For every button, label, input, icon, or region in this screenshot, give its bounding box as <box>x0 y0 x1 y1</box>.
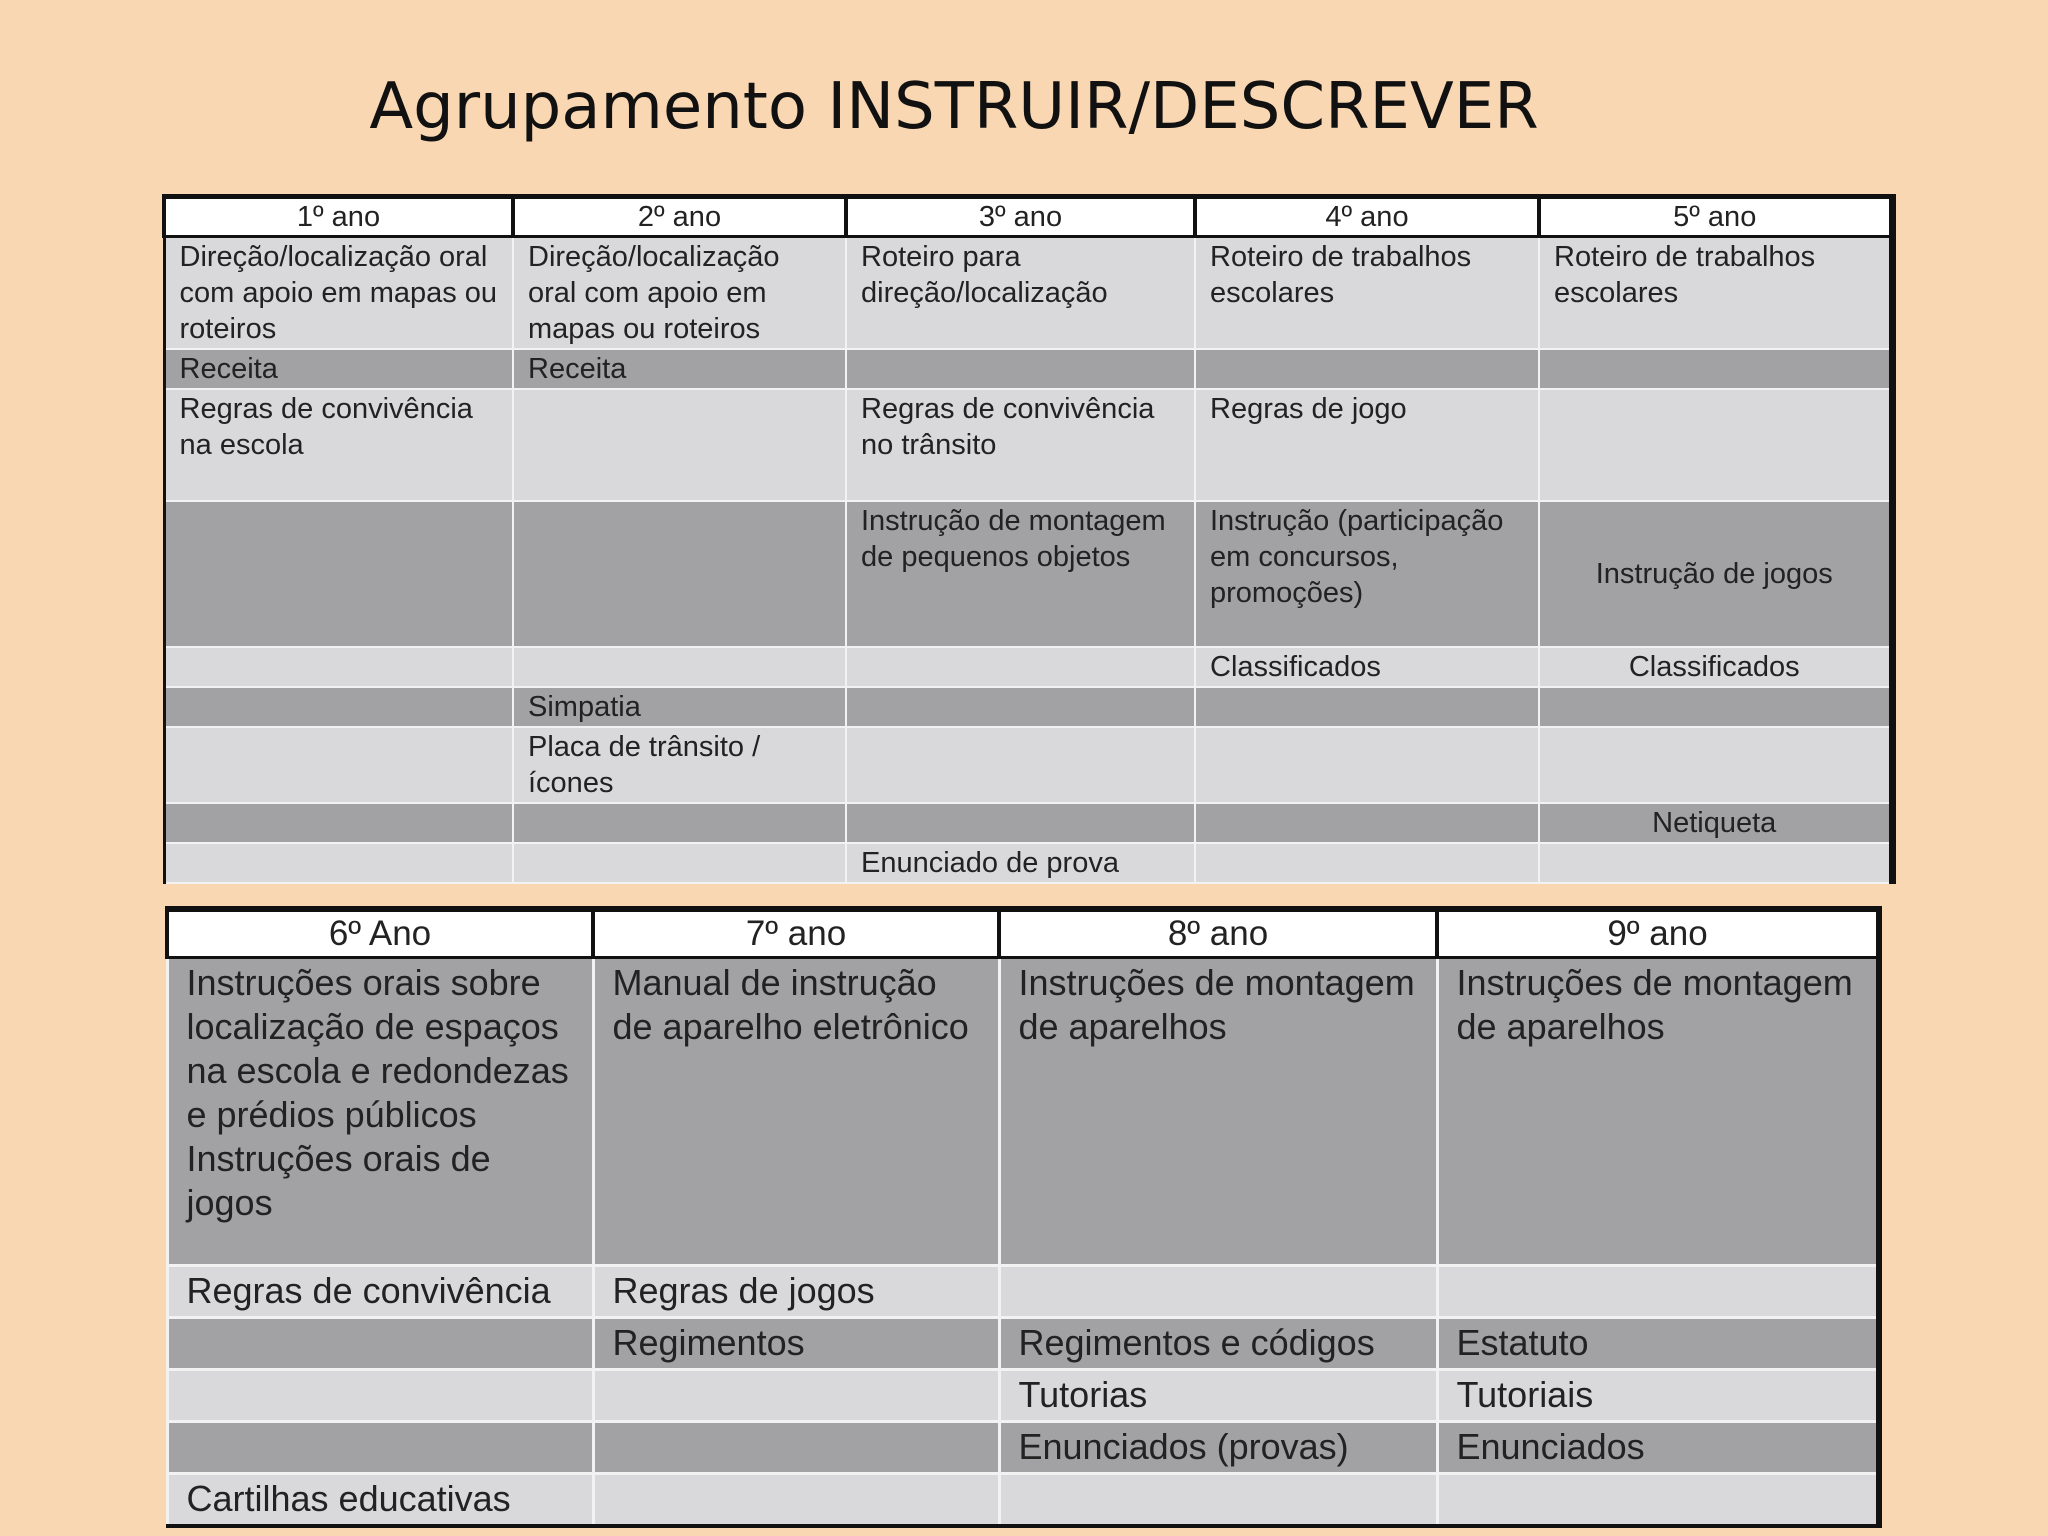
table-cell: Roteiro de trabalhos escolares <box>1195 237 1539 350</box>
table-row <box>164 349 1892 389</box>
table-cell: Tutorias <box>999 1370 1437 1422</box>
table-cell <box>846 803 1195 843</box>
table-cell: Regras de convivência <box>167 1266 593 1318</box>
table-cell <box>1195 727 1539 803</box>
table-cell <box>1539 727 1892 803</box>
table-cell <box>164 647 513 687</box>
table-cell <box>1195 803 1539 843</box>
table-cell <box>1195 687 1539 727</box>
table-cell <box>164 501 513 647</box>
table-row <box>164 687 1892 727</box>
table-cell <box>513 803 846 843</box>
table-cell: Regras de convivência na escola <box>164 389 513 501</box>
table-cell <box>1539 687 1892 727</box>
table-cell: Direção/localização oral com apoio em mapas ou roteiros <box>164 237 513 350</box>
table-cell <box>164 727 513 803</box>
table-cell: Enunciados (provas) <box>999 1422 1437 1474</box>
table-cell: Roteiro de trabalhos escolares <box>1539 237 1892 350</box>
table-cell: Instrução de jogos <box>1539 501 1892 647</box>
table-cell: Regimentos <box>593 1318 999 1370</box>
table-cell: Regimentos e códigos <box>999 1318 1437 1370</box>
table-cell: Cartilhas educativas <box>167 1474 593 1526</box>
table-row <box>164 727 1892 803</box>
table-cell: Direção/localização oral com apoio em mapas ou roteiros <box>513 237 846 350</box>
table-years-1-5 <box>162 194 1896 884</box>
table-cell <box>513 647 846 687</box>
table-cell <box>1437 1474 1879 1526</box>
column-header: 8º ano <box>999 909 1437 958</box>
table-cell <box>164 843 513 883</box>
column-header: 6º Ano <box>167 909 593 958</box>
table-row <box>167 958 1879 1266</box>
column-header: 3º ano <box>846 197 1195 237</box>
table-cell <box>1195 843 1539 883</box>
table-cell <box>1195 349 1539 389</box>
table-cell: Simpatia <box>513 687 846 727</box>
table-cell: Instruções de montagem de aparelhos <box>999 958 1437 1266</box>
table-cell <box>999 1474 1437 1526</box>
table-cell <box>846 349 1195 389</box>
column-header: 2º ano <box>513 197 846 237</box>
table-cell <box>513 501 846 647</box>
table-cell <box>1539 349 1892 389</box>
table-cell: Enunciado de prova <box>846 843 1195 883</box>
table-cell: Classificados <box>1195 647 1539 687</box>
table-cell <box>164 803 513 843</box>
table-row <box>164 843 1892 883</box>
column-header: 4º ano <box>1195 197 1539 237</box>
table-cell: Netiqueta <box>1539 803 1892 843</box>
table-header-row <box>164 197 1892 237</box>
column-header: 1º ano <box>164 197 513 237</box>
table-cell: Regras de jogo <box>1195 389 1539 501</box>
table-cell <box>1539 389 1892 501</box>
table-row <box>164 803 1892 843</box>
table-cell <box>513 389 846 501</box>
slide-title: Agrupamento INSTRUIR/DESCREVER <box>369 70 1539 144</box>
column-header: 5º ano <box>1539 197 1892 237</box>
table-cell: Regras de jogos <box>593 1266 999 1318</box>
table-cell <box>999 1266 1437 1318</box>
column-header: 9º ano <box>1437 909 1879 958</box>
table-cell <box>167 958 593 1266</box>
table-cell: Receita <box>164 349 513 389</box>
table-cell <box>593 1422 999 1474</box>
table-row <box>164 501 1892 647</box>
cell-line: Instruções orais de jogos <box>186 1138 491 1223</box>
column-header: 7º ano <box>593 909 999 958</box>
table-row <box>167 1422 1879 1474</box>
table-cell <box>846 647 1195 687</box>
table-cell: Regras de convivência no trânsito <box>846 389 1195 501</box>
table-cell: Classificados <box>1539 647 1892 687</box>
table-cell <box>846 727 1195 803</box>
table-cell <box>164 687 513 727</box>
table-cell <box>1539 843 1892 883</box>
table-cell: Instrução de montagem de pequenos objetos <box>846 501 1195 647</box>
table-cell: Instruções de montagem de aparelhos <box>1437 958 1879 1266</box>
table-cell <box>1437 1266 1879 1318</box>
table-cell: Manual de instrução de aparelho eletrônico <box>593 958 999 1266</box>
table-row <box>164 237 1892 350</box>
table-cell: Roteiro para direção/localização <box>846 237 1195 350</box>
table-cell <box>593 1474 999 1526</box>
table-row <box>167 1266 1879 1318</box>
table-row <box>167 1474 1879 1526</box>
table-row <box>164 389 1892 501</box>
table-cell <box>167 1422 593 1474</box>
table-cell: Placa de trânsito / ícones <box>513 727 846 803</box>
table-cell: Enunciados <box>1437 1422 1879 1474</box>
table-cell <box>167 1318 593 1370</box>
table-cell: Receita <box>513 349 846 389</box>
cell-line: Instruções orais sobre localização de espaços na escola e redondezas e prédios públicos <box>186 962 569 1135</box>
table-cell: Instrução (participação em concursos, promoções) <box>1195 501 1539 647</box>
table-row <box>164 647 1892 687</box>
table-cell <box>513 843 846 883</box>
table-header-row <box>167 909 1879 958</box>
table-row <box>167 1318 1879 1370</box>
table-cell: Tutoriais <box>1437 1370 1879 1422</box>
table-cell: Estatuto <box>1437 1318 1879 1370</box>
table-row <box>167 1370 1879 1422</box>
table-cell <box>846 687 1195 727</box>
table-cell <box>593 1370 999 1422</box>
table-cell <box>167 1370 593 1422</box>
table-years-6-9 <box>165 906 1882 1528</box>
